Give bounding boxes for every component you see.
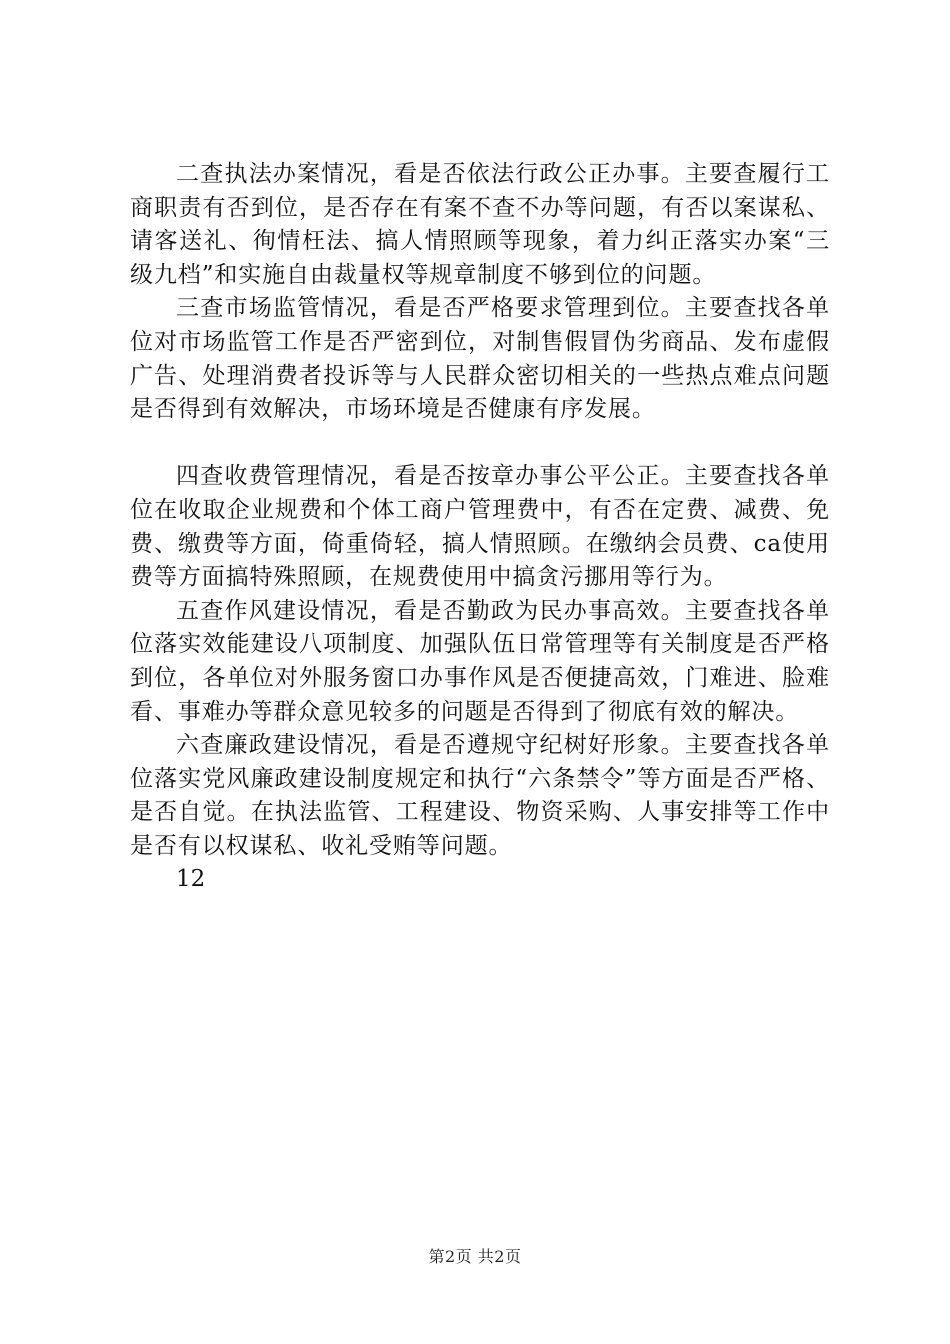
- document-body: [130, 158, 830, 897]
- paragraph-3: 三查市场监管情况，看是否严格要求管理到位。主要查找各单位对市场监管工作是否严密到位，对制售假冒伪劣商品、发布虚假广告、处理消费者投诉等与人民群众密切相关的一些热点难点问题是否得到有效解决，市场环境是否健康有序发展。: [130, 295, 830, 423]
- paragraph-2: 二查执法办案情况，看是否依法行政公正办事。主要查履行工商职责有否到位，是否存在有案不查不办等问题，有否以案谋私、请客送礼、徇情枉法、搞人情照顾等现象，着力纠正落实办案“三级九档”和实施自由裁量权等规章制度不够到位的问题。: [130, 161, 830, 288]
- paragraph-6: 六查廉政建设情况，看是否遵规守纪树好形象。主要查找各单位落实党风廉政建设制度规定和执行“六条禁令”等方面是否严格、是否自觉。在执法监管、工程建设、物资采购、人事安排等工作中是否有以权谋私、收礼受贿等问题。: [130, 732, 830, 859]
- paragraph-5: 五查作风建设情况，看是否勤政为民办事高效。主要查找各单位落实效能建设八项制度、加强队伍日常管理等有关制度是否严格到位，各单位对外服务窗口办事作风是否便捷高效，门难进、脸难看、事难办等群众意见较多的问题是否得到了彻底有效的解决。: [130, 597, 830, 725]
- paragraph-4: 四查收费管理情况，看是否按章办事公平公正。主要查找各单位在收取企业规费和个体工商户管理费中，有否在定费、减费、免费、缴费等方面，倚重倚轻，搞人情照顾。在缴纳会员费、ca使用费等方面搞特殊照顾，在规费使用中搞贪污挪用等行为。: [130, 463, 830, 591]
- trailing-number: 12: [176, 866, 206, 893]
- paragraph-spacer: [130, 427, 830, 461]
- page-footer: 第2页 共2页: [428, 1247, 522, 1266]
